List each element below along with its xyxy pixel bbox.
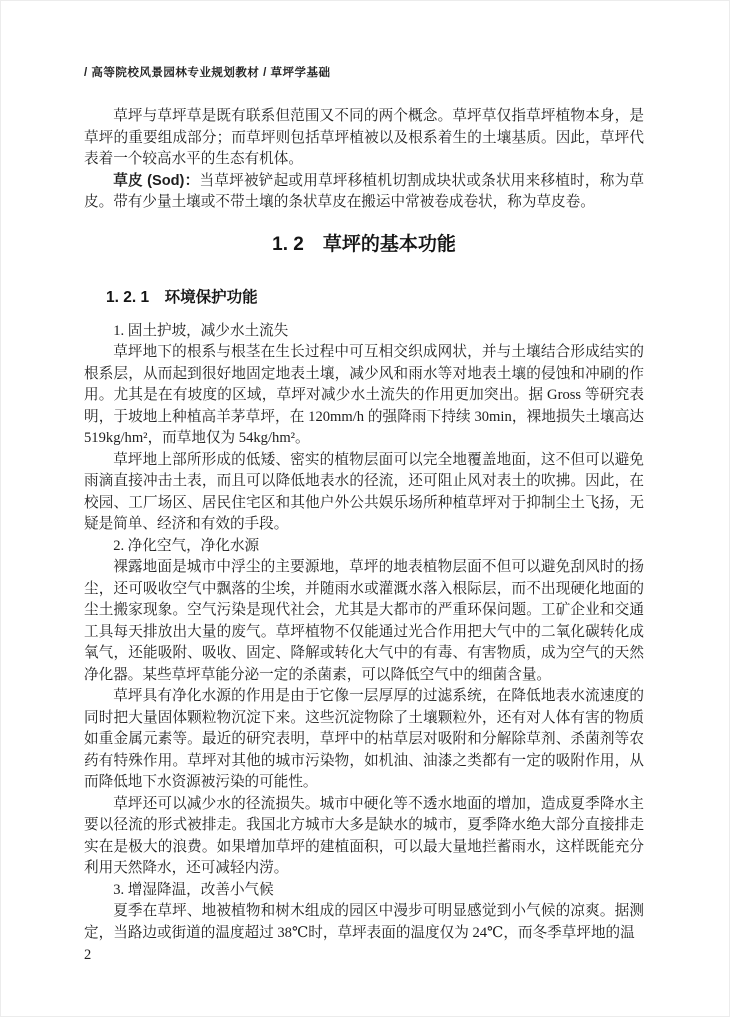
list-item-2-heading: 2. 净化空气，净化水源 bbox=[113, 537, 260, 554]
paragraph-runoff-reduction: 草坪还可以减少水的径流损失。城市中硬化等不透水地面的增加，造成夏季降水主要以径流的形式被排走。我国北方城市大多是缺水的城市，夏季降水绝大部分直接排走实在是极大的浪费。如果增加草坪的建植面积，可以最大量地拦蓄雨水，这样既能充分利用天然降水，还可减轻内涝。 bbox=[84, 795, 644, 876]
list-item-1-heading: 1. 固土护坡，减少水土流失 bbox=[113, 322, 289, 339]
sod-term: 草皮 (Sod)： bbox=[113, 172, 200, 189]
paragraph-soil-fixation: 草坪地下的根系与根茎在生长过程中可互相交织成网状，并与土壤结合形成结实的根系层，从而起到很好地固定地表土壤，减少风和雨水等对地表土壤的侵蚀和冲刷的作用。尤其是在有坡度的区域，草坪对减少水土流失的作用更加突出。据 Gross 等研究表明，于坡地上种植高羊茅草坪，在 120mm/h 的强降雨下持续 30min，裸地损失土壤高达 519kg/hm²，而草地仅为 54kg/hm²。 bbox=[84, 344, 644, 446]
sod-definition-text: 当草坪被铲起或用草坪移植机切割成块状或条状用来移植时，称为草皮。带有少量土壤或不带土壤的条状草皮在搬运中常被卷成卷状，称为草皮卷。 bbox=[84, 172, 644, 210]
paragraph-water-purification: 草坪具有净化水源的作用是由于它像一层厚厚的过滤系统，在降低地表水流速度的同时把大量固体颗粒物沉淀下来。这些沉淀物除了土壤颗粒外，还有对人体有害的物质如重金属元素等。最近的研究表明，草坪中的枯草层对吸附和分解除草剂、杀菌剂等农药有特殊作用。草坪对其他的城市污染物，如机油、油漆之类都有一定的吸附作用，从而降低地下水资源被污染的可能性。 bbox=[84, 688, 644, 790]
running-header: / 高等院校风景园林专业规划教材 / 草坪学基础 bbox=[84, 67, 331, 79]
page-content bbox=[84, 64, 644, 944]
section-heading: 1. 2 草坪的基本功能 bbox=[272, 233, 456, 255]
intro-paragraph: 草坪与草坪草是既有联系但范围又不同的两个概念。草坪草仅指草坪植物本身，是草坪的重要组成部分；而草坪则包括草坪植被以及根系着生的土壤基质。因此，草坪代表着一个较高水平的生态有机体。 bbox=[84, 108, 644, 167]
paragraph-ground-cover: 草坪地上部所形成的低矮、密实的植物层面可以完全地覆盖地面，这不但可以避免雨滴直接冲击土表，而且可以降低地表水的径流，还可阻止风对表土的吹拂。因此，在校园、工厂场区、居民住宅区和其他户外公共娱乐场所种植草坪对于抑制尘土飞扬，无疑是简单、经济和有效的手段。 bbox=[84, 451, 644, 532]
sod-definition-paragraph bbox=[84, 171, 644, 214]
paragraph-air-purification: 裸露地面是城市中浮尘的主要源地，草坪的地表植物层面不但可以避免刮风时的扬尘，还可吸收空气中飘落的尘埃，并随雨水或灌溉水落入根际层，而不出现硬化地面的尘土搬家现象。空气污染是现代社会，尤其是大都市的严重环保问题。工矿企业和交通工具每天排放出大量的废气。草坪植物不仅能通过光合作用把大气中的二氧化碳转化成氧气，还能吸附、吸收、固定、降解或转化大气中的有毒、有害物质，成为空气的天然净化器。某些草坪草能分泌一定的杀菌素，可以降低空气中的细菌含量。 bbox=[84, 559, 644, 683]
paragraph-microclimate: 夏季在草坪、地被植物和树木组成的园区中漫步可明显感觉到小气候的凉爽。据测定，当路边或街道的温度超过 38℃时，草坪表面的温度仅为 24℃，而冬季草坪地的温 bbox=[84, 903, 644, 941]
page-number: 2 bbox=[84, 947, 92, 963]
subsection-heading: 1. 2. 1 环境保护功能 bbox=[106, 288, 258, 306]
list-item-3-heading: 3. 增湿降温，改善小气候 bbox=[113, 881, 274, 898]
